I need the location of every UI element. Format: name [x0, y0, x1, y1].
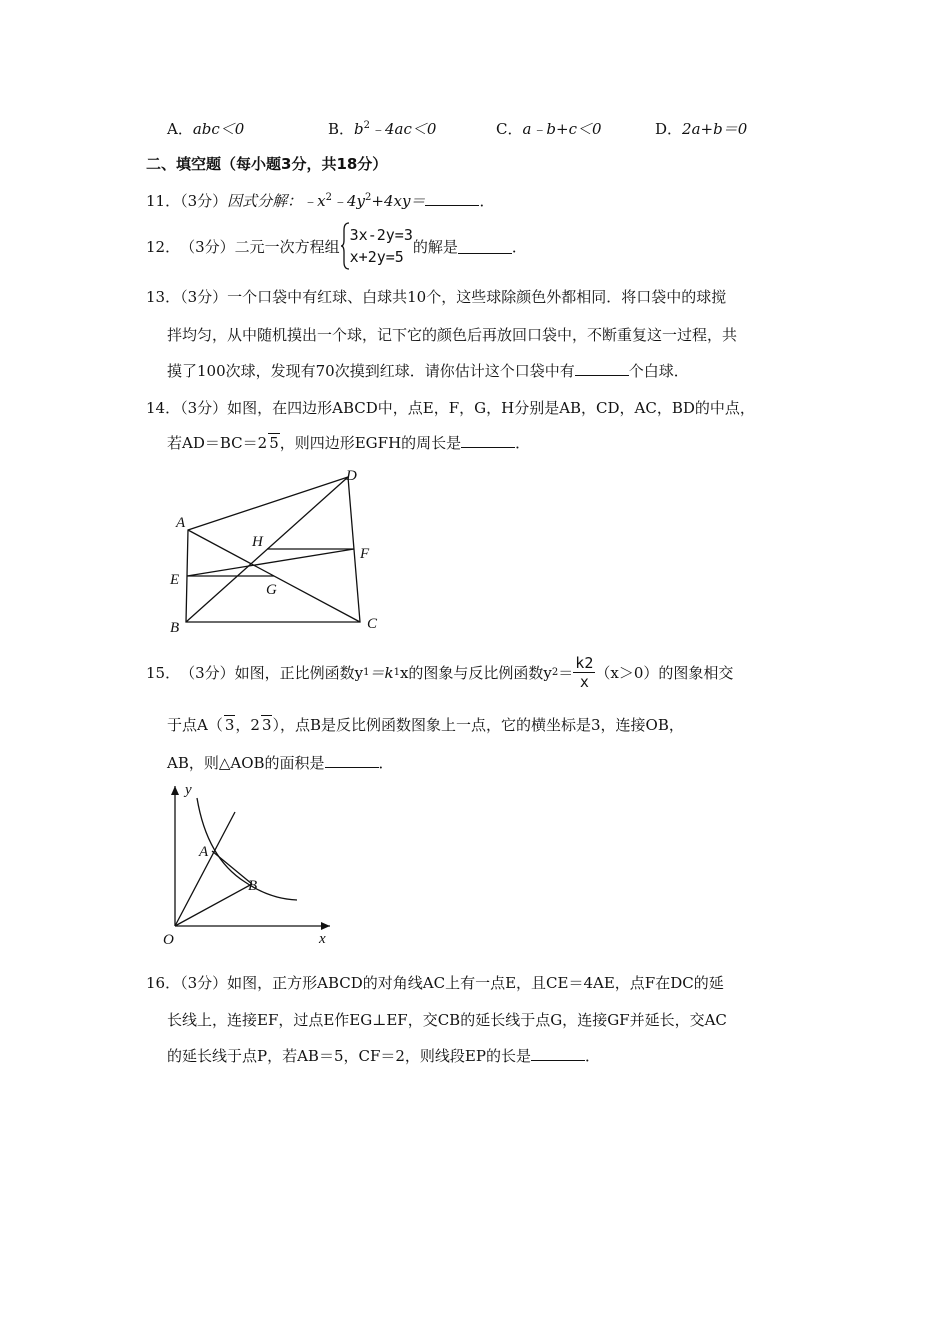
brace-icon — [340, 222, 350, 270]
question-16: 16．（3分）如图，正方形ABCD的对角线AC上有一点E，且CE＝4AE，点F在DC的延 — [146, 974, 724, 992]
question-12: 12． （3分） 二元一次方程组 3x-2y=3 x+2y=5 的解是 ． — [146, 222, 527, 270]
label-b: B — [170, 620, 180, 636]
question-13: 13．（3分）一个口袋中有红球、白球共10个，这些球除颜色外都相同．将口袋中的球搅 — [146, 288, 727, 306]
label-y: y — [185, 782, 192, 798]
function-graph-figure — [155, 778, 340, 948]
segment-ab — [212, 851, 252, 884]
question-15-line2: 于点A（ 3，2 3），点B是反比例函数图象上一点，它的横坐标是3，连接OB， — [167, 716, 684, 734]
answer-blank[interactable] — [425, 191, 479, 206]
option-c: C．a﹣b+c＜0 — [496, 120, 602, 138]
label-e: E — [170, 572, 180, 588]
answer-blank[interactable] — [461, 433, 515, 448]
answer-blank[interactable] — [575, 361, 629, 376]
answer-blank[interactable] — [531, 1046, 585, 1061]
segment-ef — [187, 549, 354, 576]
question-13-line2: 拌均匀，从中随机摸出一个球，记下它的颜色后再放回口袋中，不断重复这一过程，共 — [167, 326, 738, 344]
equation-2: x+2y=5 — [349, 248, 404, 266]
label-g: G — [266, 582, 277, 598]
hyperbola-y2 — [197, 798, 297, 900]
section-title: 二、填空题（每小题3分，共18分） — [146, 155, 388, 173]
option-d: D．2a+b＝0 — [655, 120, 748, 138]
option-b: B．$b^2﹣4ac<0$ — [328, 120, 437, 138]
question-15-line3: AB，则△AOB的面积是 ． — [167, 754, 394, 772]
label-c: C — [367, 616, 378, 632]
label-f: F — [360, 546, 370, 562]
equation-1: 3x-2y=3 — [349, 226, 413, 244]
equation-system — [340, 222, 413, 270]
label-b: B — [248, 878, 258, 894]
question-11: 11．（3分）因式分解：$﹣x^2﹣4y^2+4xy=$ ． — [146, 192, 495, 210]
answer-blank[interactable] — [325, 753, 379, 768]
label-d: D — [346, 468, 357, 484]
quadrilateral-figure — [160, 460, 390, 640]
fraction-k2-x: $\frac{k2}{x}$ — [575, 654, 594, 691]
label-a: A — [199, 844, 209, 860]
answer-blank[interactable] — [458, 239, 512, 254]
label-x: x — [319, 931, 326, 947]
option-a: A．abc＜0 — [167, 120, 245, 138]
question-16-line2: 长线上，连接EF，过点E作EG⊥EF，交CB的延长线于点G，连接GF并延长，交AC — [167, 1011, 727, 1029]
label-a: A — [176, 515, 186, 531]
question-15: 15． （3分） 如图，正比例函数y 1 ＝k 1 x的图象与反比例函数y 2 ＝ $\frac{k2}{x}$ （x＞0）的图象相交 — [146, 654, 734, 691]
question-13-line3: 摸了100次球，发现有70次摸到红球．请你估计这个口袋中有 个白球． — [167, 362, 689, 380]
label-o: O — [163, 932, 174, 948]
question-14: 14．（3分）如图，在四边形ABCD中，点E，F，G，H分别是AB，CD，AC，BD的中点， — [146, 399, 755, 417]
label-h: H — [252, 534, 263, 550]
x-axis-arrow-icon — [321, 922, 330, 930]
question-16-line3: 的延长线于点P，若AB＝5，CF＝2，则线段EP的长是 ． — [167, 1047, 600, 1065]
y-axis-arrow-icon — [171, 786, 179, 795]
question-14-line2: 若AD＝BC＝2 5，则四边形EGFH的周长是 ． — [167, 434, 531, 452]
